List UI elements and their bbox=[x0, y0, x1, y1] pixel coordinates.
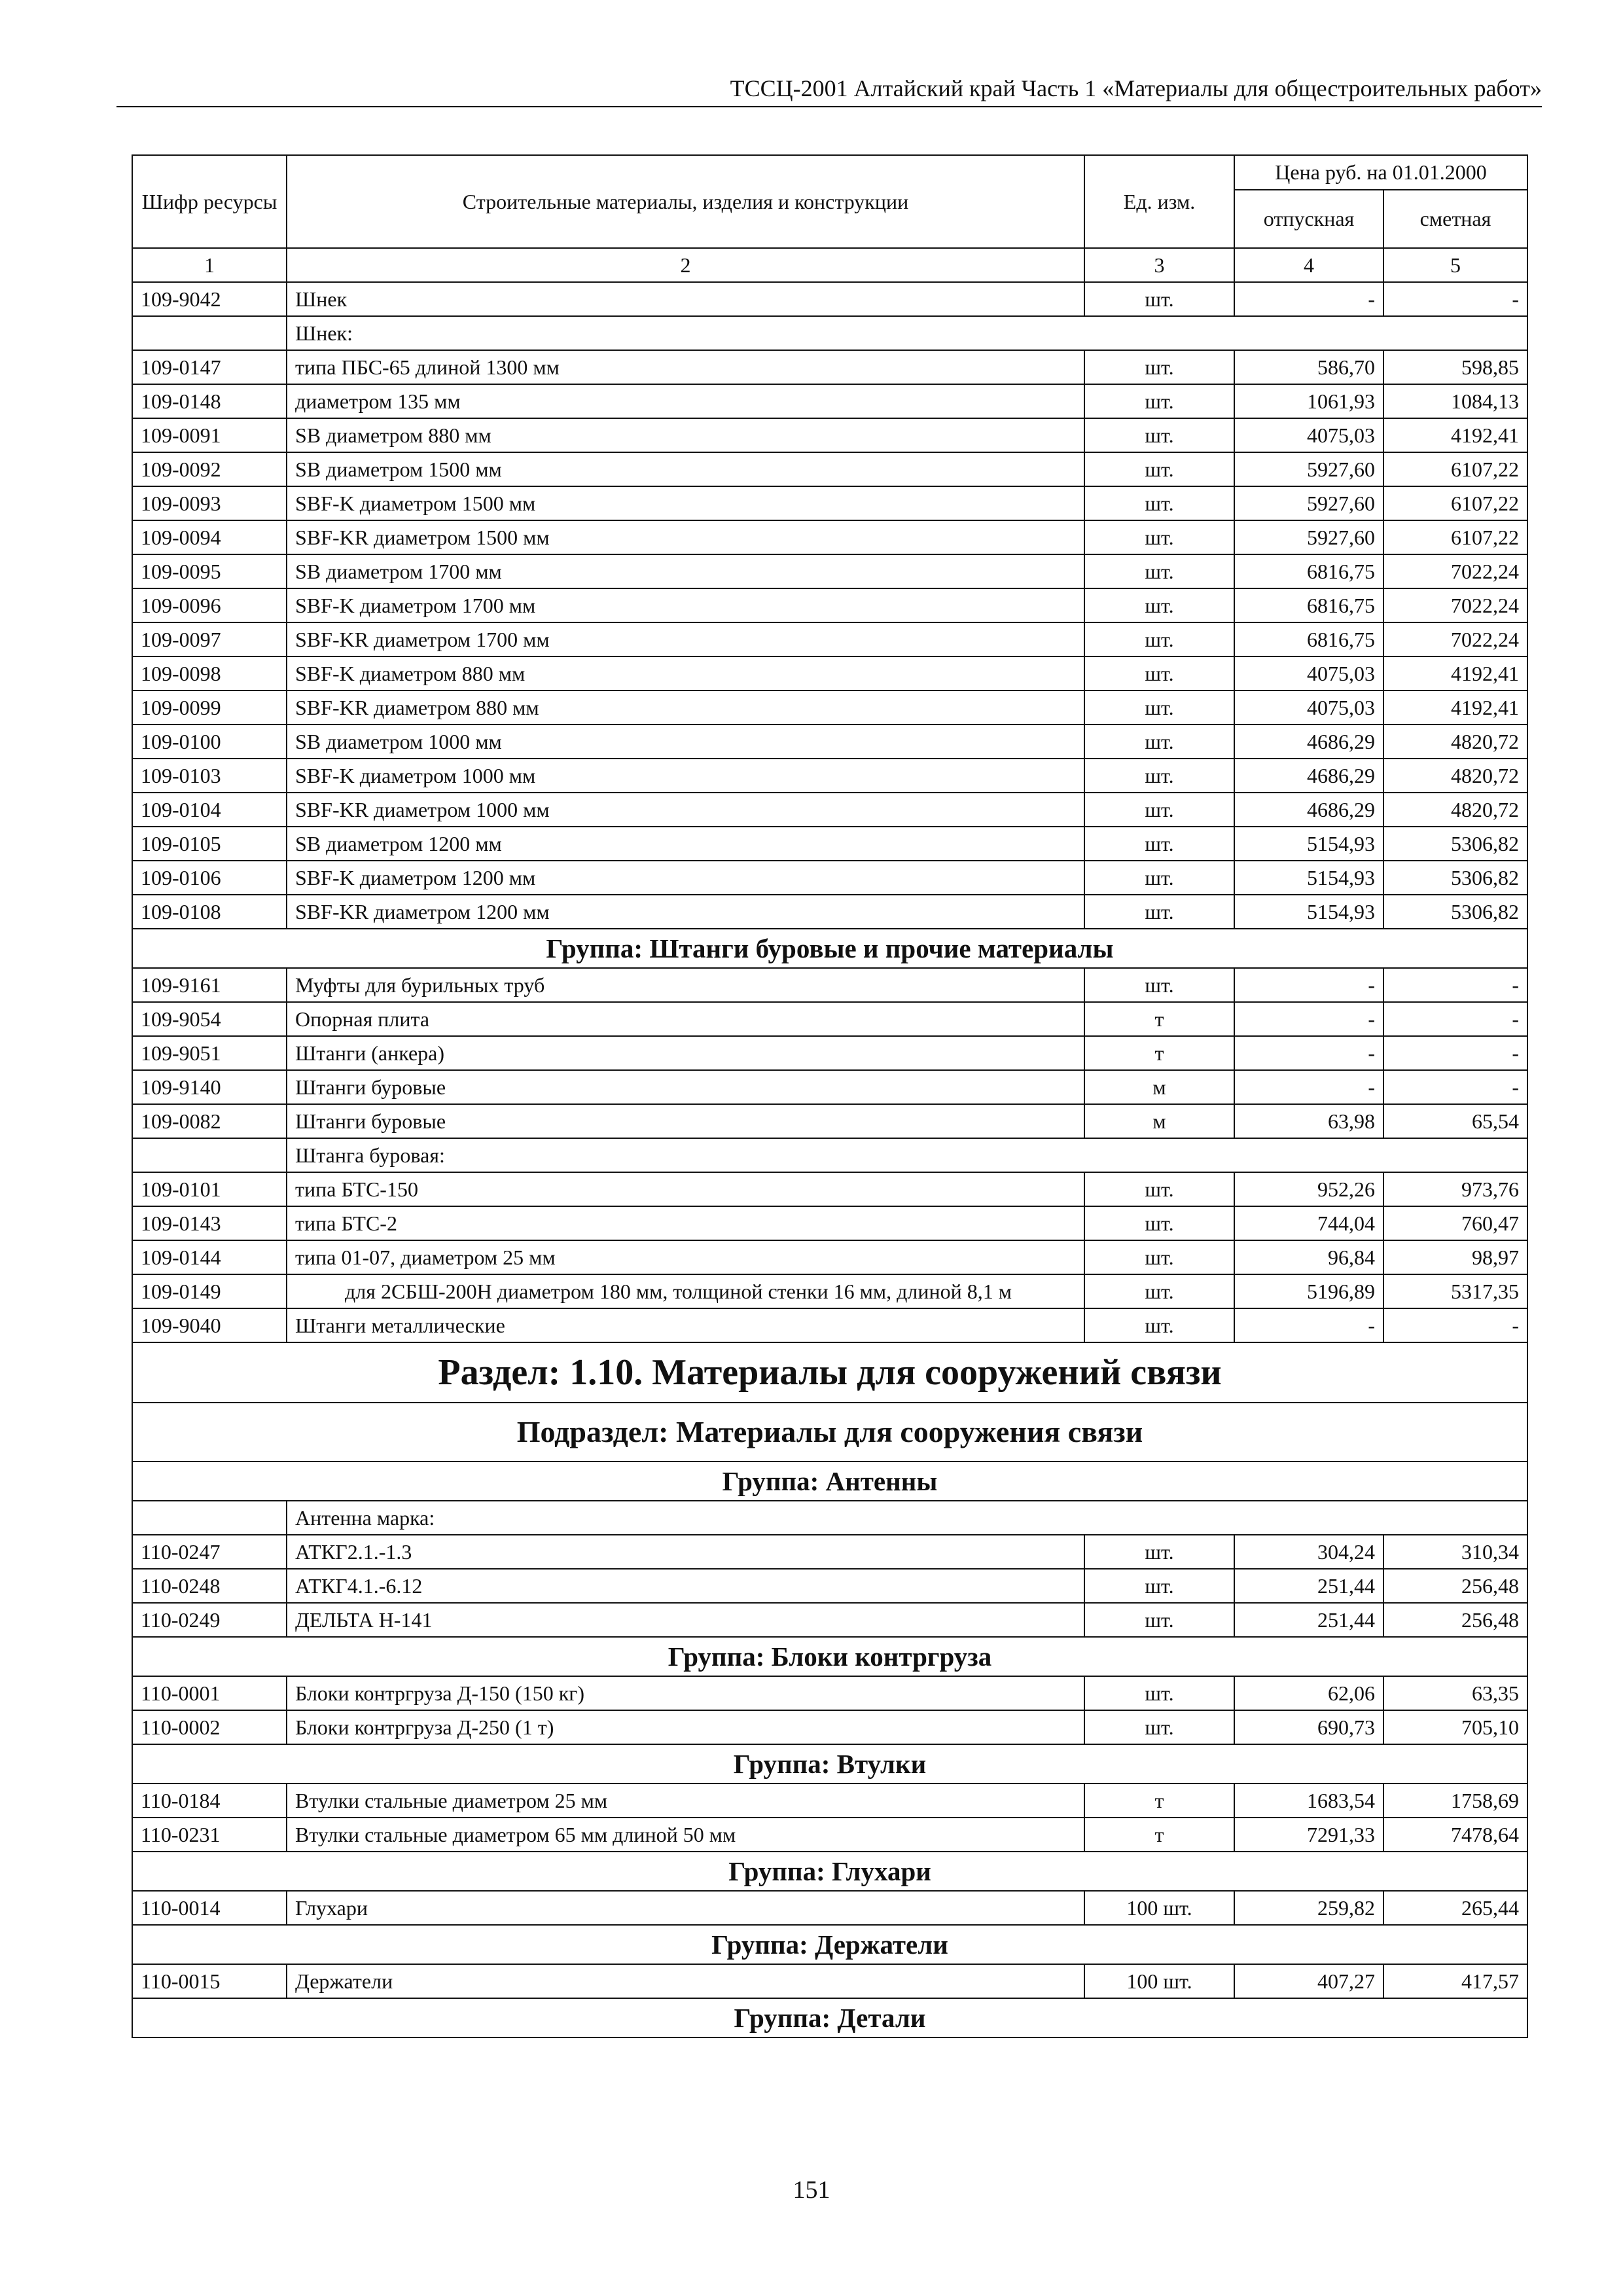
material-name: ДЕЛЬТА Н-141 bbox=[287, 1603, 1084, 1637]
unit-of-measure: шт. bbox=[1084, 656, 1234, 691]
wholesale-price: 251,44 bbox=[1234, 1603, 1383, 1637]
price-table-body bbox=[132, 155, 1527, 2037]
wholesale-price: - bbox=[1234, 968, 1383, 1002]
estimate-price: - bbox=[1383, 1036, 1527, 1070]
wholesale-price: - bbox=[1234, 1308, 1383, 1342]
estimate-price: 7022,24 bbox=[1383, 588, 1527, 622]
unit-of-measure: м bbox=[1084, 1104, 1234, 1138]
unit-of-measure: шт. bbox=[1084, 282, 1234, 316]
table-header-row bbox=[132, 155, 1527, 190]
wholesale-price: 952,26 bbox=[1234, 1172, 1383, 1206]
group-title: Группа: Держатели bbox=[132, 1925, 1527, 1964]
material-name: типа 01-07, диаметром 25 мм bbox=[287, 1240, 1084, 1274]
group-title: Группа: Глухари bbox=[132, 1852, 1527, 1891]
wholesale-price: 62,06 bbox=[1234, 1676, 1383, 1710]
table-row bbox=[132, 968, 1527, 1002]
table-row bbox=[132, 1784, 1527, 1818]
material-name: Штанги буровые bbox=[287, 1070, 1084, 1104]
material-name: типа БТС-2 bbox=[287, 1206, 1084, 1240]
unit-of-measure: 100 шт. bbox=[1084, 1891, 1234, 1925]
unit-of-measure: шт. bbox=[1084, 588, 1234, 622]
subsection-heading-row bbox=[132, 1403, 1527, 1462]
wholesale-price: 5927,60 bbox=[1234, 486, 1383, 520]
resource-code: 110-0001 bbox=[132, 1676, 287, 1710]
wholesale-price: 4075,03 bbox=[1234, 656, 1383, 691]
header-wholesale: отпускная bbox=[1234, 190, 1383, 248]
wholesale-price: 96,84 bbox=[1234, 1240, 1383, 1274]
estimate-price: 7478,64 bbox=[1383, 1818, 1527, 1852]
wholesale-price: 5154,93 bbox=[1234, 895, 1383, 929]
group-title: Группа: Втулки bbox=[132, 1744, 1527, 1784]
unit-of-measure: т bbox=[1084, 1036, 1234, 1070]
estimate-price: 4820,72 bbox=[1383, 759, 1527, 793]
table-row bbox=[132, 588, 1527, 622]
estimate-price: 6107,22 bbox=[1383, 486, 1527, 520]
resource-code: 110-0015 bbox=[132, 1964, 287, 1998]
resource-code: 109-9042 bbox=[132, 282, 287, 316]
wholesale-price: 304,24 bbox=[1234, 1535, 1383, 1569]
table-row bbox=[132, 1818, 1527, 1852]
resource-code: 110-0249 bbox=[132, 1603, 287, 1637]
unit-of-measure: шт. bbox=[1084, 759, 1234, 793]
material-name: АТКГ2.1.-1.3 bbox=[287, 1535, 1084, 1569]
group-title: Группа: Детали bbox=[132, 1998, 1527, 2037]
wholesale-price: - bbox=[1234, 1002, 1383, 1036]
estimate-price: 1084,13 bbox=[1383, 384, 1527, 418]
table-row bbox=[132, 895, 1527, 929]
wholesale-price: 1061,93 bbox=[1234, 384, 1383, 418]
column-numbers-row bbox=[132, 248, 1527, 282]
unit-of-measure: шт. bbox=[1084, 452, 1234, 486]
table-row bbox=[132, 1569, 1527, 1603]
wholesale-price: 251,44 bbox=[1234, 1569, 1383, 1603]
wholesale-price: 407,27 bbox=[1234, 1964, 1383, 1998]
estimate-price: 5306,82 bbox=[1383, 861, 1527, 895]
resource-code: 109-0091 bbox=[132, 418, 287, 452]
resource-code: 109-0148 bbox=[132, 384, 287, 418]
table-row bbox=[132, 1104, 1527, 1138]
table-row bbox=[132, 350, 1527, 384]
wholesale-price: 63,98 bbox=[1234, 1104, 1383, 1138]
material-name: SB диаметром 1000 мм bbox=[287, 725, 1084, 759]
wholesale-price: 4075,03 bbox=[1234, 691, 1383, 725]
table-row bbox=[132, 1891, 1527, 1925]
table-row bbox=[132, 1172, 1527, 1206]
material-name: SBF-KR диаметром 1500 мм bbox=[287, 520, 1084, 554]
resource-code bbox=[132, 1138, 287, 1172]
material-name: SBF-K диаметром 880 мм bbox=[287, 656, 1084, 691]
unit-of-measure: шт. bbox=[1084, 520, 1234, 554]
column-number: 1 bbox=[132, 248, 287, 282]
page-number: 151 bbox=[793, 2176, 830, 2204]
table-row bbox=[132, 1676, 1527, 1710]
table-row bbox=[132, 452, 1527, 486]
unit-of-measure: шт. bbox=[1084, 861, 1234, 895]
resource-code: 110-0248 bbox=[132, 1569, 287, 1603]
resource-code: 109-0143 bbox=[132, 1206, 287, 1240]
wholesale-price: 5927,60 bbox=[1234, 520, 1383, 554]
estimate-price: 265,44 bbox=[1383, 1891, 1527, 1925]
material-name: Опорная плита bbox=[287, 1002, 1084, 1036]
list-label: Штанга буровая: bbox=[287, 1138, 1527, 1172]
unit-of-measure: шт. bbox=[1084, 895, 1234, 929]
estimate-price: 65,54 bbox=[1383, 1104, 1527, 1138]
unit-of-measure: м bbox=[1084, 1070, 1234, 1104]
wholesale-price: 690,73 bbox=[1234, 1710, 1383, 1744]
wholesale-price: - bbox=[1234, 1070, 1383, 1104]
resource-code bbox=[132, 316, 287, 350]
group-title: Группа: Блоки контргруза bbox=[132, 1637, 1527, 1676]
wholesale-price: 5154,93 bbox=[1234, 827, 1383, 861]
wholesale-price: 1683,54 bbox=[1234, 1784, 1383, 1818]
wholesale-price: 4686,29 bbox=[1234, 759, 1383, 793]
section-title: Раздел: 1.10. Материалы для сооружений связи bbox=[132, 1342, 1527, 1403]
resource-code: 109-0098 bbox=[132, 656, 287, 691]
resource-code: 110-0231 bbox=[132, 1818, 287, 1852]
price-table bbox=[132, 154, 1528, 2038]
resource-code: 109-0144 bbox=[132, 1240, 287, 1274]
resource-code: 109-0105 bbox=[132, 827, 287, 861]
wholesale-price: 6816,75 bbox=[1234, 554, 1383, 588]
estimate-price: 973,76 bbox=[1383, 1172, 1527, 1206]
material-name: для 2СБШ-200Н диаметром 180 мм, толщиной стенки 16 мм, длиной 8,1 м bbox=[287, 1274, 1084, 1308]
material-name: Блоки контргруза Д-250 (1 т) bbox=[287, 1710, 1084, 1744]
resource-code: 109-0096 bbox=[132, 588, 287, 622]
header-code: Шифр ресурсы bbox=[132, 155, 287, 248]
unit-of-measure: шт. bbox=[1084, 1603, 1234, 1637]
material-name: SBF-KR диаметром 880 мм bbox=[287, 691, 1084, 725]
resource-code: 109-0149 bbox=[132, 1274, 287, 1308]
header-name: Строительные материалы, изделия и конструкции bbox=[287, 155, 1084, 248]
material-name: Штанги металлические bbox=[287, 1308, 1084, 1342]
resource-code: 109-9161 bbox=[132, 968, 287, 1002]
estimate-price: 5306,82 bbox=[1383, 895, 1527, 929]
resource-code: 109-0092 bbox=[132, 452, 287, 486]
unit-of-measure: шт. bbox=[1084, 554, 1234, 588]
material-name: типа ПБС-65 длиной 1300 мм bbox=[287, 350, 1084, 384]
running-header bbox=[116, 73, 1542, 107]
table-row bbox=[132, 861, 1527, 895]
table-row bbox=[132, 282, 1527, 316]
table-row bbox=[132, 1603, 1527, 1637]
list-label-row bbox=[132, 1138, 1527, 1172]
unit-of-measure: т bbox=[1084, 1784, 1234, 1818]
resource-code: 109-0082 bbox=[132, 1104, 287, 1138]
estimate-price: 4820,72 bbox=[1383, 793, 1527, 827]
unit-of-measure: шт. bbox=[1084, 968, 1234, 1002]
estimate-price: 598,85 bbox=[1383, 350, 1527, 384]
material-name: SB диаметром 1500 мм bbox=[287, 452, 1084, 486]
table-row bbox=[132, 656, 1527, 691]
material-name: Муфты для бурильных труб bbox=[287, 968, 1084, 1002]
estimate-price: 760,47 bbox=[1383, 1206, 1527, 1240]
resource-code: 109-9054 bbox=[132, 1002, 287, 1036]
unit-of-measure: шт. bbox=[1084, 1569, 1234, 1603]
estimate-price: 417,57 bbox=[1383, 1964, 1527, 1998]
resource-code: 109-0099 bbox=[132, 691, 287, 725]
estimate-price: 5317,35 bbox=[1383, 1274, 1527, 1308]
table-row bbox=[132, 1240, 1527, 1274]
material-name: SBF-KR диаметром 1200 мм bbox=[287, 895, 1084, 929]
material-name: SB диаметром 880 мм bbox=[287, 418, 1084, 452]
wholesale-price: 7291,33 bbox=[1234, 1818, 1383, 1852]
unit-of-measure: шт. bbox=[1084, 1240, 1234, 1274]
section-heading-row bbox=[132, 1342, 1527, 1403]
unit-of-measure: шт. bbox=[1084, 1676, 1234, 1710]
resource-code: 109-0108 bbox=[132, 895, 287, 929]
estimate-price: 310,34 bbox=[1383, 1535, 1527, 1569]
table-row bbox=[132, 827, 1527, 861]
group-heading-row bbox=[132, 1744, 1527, 1784]
group-heading-row bbox=[132, 1925, 1527, 1964]
material-name: Держатели bbox=[287, 1964, 1084, 1998]
estimate-price: 4820,72 bbox=[1383, 725, 1527, 759]
estimate-price: 705,10 bbox=[1383, 1710, 1527, 1744]
subsection-title: Подраздел: Материалы для сооружения связи bbox=[132, 1403, 1527, 1462]
material-name: SBF-KR диаметром 1000 мм bbox=[287, 793, 1084, 827]
resource-code: 109-0104 bbox=[132, 793, 287, 827]
unit-of-measure: т bbox=[1084, 1818, 1234, 1852]
resource-code: 110-0184 bbox=[132, 1784, 287, 1818]
estimate-price: 7022,24 bbox=[1383, 622, 1527, 656]
table-row bbox=[132, 1002, 1527, 1036]
table-row bbox=[132, 1036, 1527, 1070]
resource-code: 109-0100 bbox=[132, 725, 287, 759]
material-name: АТКГ4.1.-6.12 bbox=[287, 1569, 1084, 1603]
estimate-price: 63,35 bbox=[1383, 1676, 1527, 1710]
resource-code: 110-0002 bbox=[132, 1710, 287, 1744]
resource-code: 109-0106 bbox=[132, 861, 287, 895]
group-title: Группа: Штанги буровые и прочие материалы bbox=[132, 929, 1527, 968]
column-number: 2 bbox=[287, 248, 1084, 282]
table-row bbox=[132, 725, 1527, 759]
column-number: 5 bbox=[1383, 248, 1527, 282]
material-name: SB диаметром 1200 мм bbox=[287, 827, 1084, 861]
wholesale-price: 6816,75 bbox=[1234, 588, 1383, 622]
unit-of-measure: шт. bbox=[1084, 1308, 1234, 1342]
table-row bbox=[132, 418, 1527, 452]
estimate-price: 98,97 bbox=[1383, 1240, 1527, 1274]
resource-code: 109-0147 bbox=[132, 350, 287, 384]
table-row bbox=[132, 759, 1527, 793]
estimate-price: 7022,24 bbox=[1383, 554, 1527, 588]
table-row bbox=[132, 1070, 1527, 1104]
unit-of-measure: шт. bbox=[1084, 1274, 1234, 1308]
material-name: Глухари bbox=[287, 1891, 1084, 1925]
unit-of-measure: шт. bbox=[1084, 1172, 1234, 1206]
resource-code bbox=[132, 1501, 287, 1535]
wholesale-price: 744,04 bbox=[1234, 1206, 1383, 1240]
table-row bbox=[132, 691, 1527, 725]
estimate-price: 1758,69 bbox=[1383, 1784, 1527, 1818]
resource-code: 109-0093 bbox=[132, 486, 287, 520]
unit-of-measure: 100 шт. bbox=[1084, 1964, 1234, 1998]
list-label: Шнек: bbox=[287, 316, 1527, 350]
table-row bbox=[132, 1206, 1527, 1240]
group-heading-row bbox=[132, 1462, 1527, 1501]
wholesale-price: 259,82 bbox=[1234, 1891, 1383, 1925]
material-name: Шнек bbox=[287, 282, 1084, 316]
column-number: 3 bbox=[1084, 248, 1234, 282]
resource-code: 109-9140 bbox=[132, 1070, 287, 1104]
wholesale-price: - bbox=[1234, 1036, 1383, 1070]
unit-of-measure: шт. bbox=[1084, 1710, 1234, 1744]
material-name: SBF-K диаметром 1500 мм bbox=[287, 486, 1084, 520]
resource-code: 109-0103 bbox=[132, 759, 287, 793]
table-row bbox=[132, 486, 1527, 520]
list-label-row bbox=[132, 1501, 1527, 1535]
table-row bbox=[132, 1710, 1527, 1744]
material-name: типа БТС-150 bbox=[287, 1172, 1084, 1206]
list-label-row bbox=[132, 316, 1527, 350]
estimate-price: - bbox=[1383, 282, 1527, 316]
table-row bbox=[132, 1274, 1527, 1308]
resource-code: 110-0014 bbox=[132, 1891, 287, 1925]
estimate-price: - bbox=[1383, 1308, 1527, 1342]
resource-code: 110-0247 bbox=[132, 1535, 287, 1569]
resource-code: 109-9051 bbox=[132, 1036, 287, 1070]
estimate-price: 6107,22 bbox=[1383, 520, 1527, 554]
table-row bbox=[132, 520, 1527, 554]
estimate-price: - bbox=[1383, 1070, 1527, 1104]
table-row bbox=[132, 1535, 1527, 1569]
wholesale-price: 5154,93 bbox=[1234, 861, 1383, 895]
material-name: Втулки стальные диаметром 65 мм длиной 50 мм bbox=[287, 1818, 1084, 1852]
material-name: Штанги (анкера) bbox=[287, 1036, 1084, 1070]
running-header-text: ТССЦ-2001 Алтайский край Часть 1 «Материалы для общестроительных работ» bbox=[730, 75, 1542, 101]
wholesale-price: 5927,60 bbox=[1234, 452, 1383, 486]
list-label: Антенна марка: bbox=[287, 1501, 1527, 1535]
unit-of-measure: шт. bbox=[1084, 418, 1234, 452]
wholesale-price: - bbox=[1234, 282, 1383, 316]
unit-of-measure: шт. bbox=[1084, 1206, 1234, 1240]
wholesale-price: 4075,03 bbox=[1234, 418, 1383, 452]
group-heading-row bbox=[132, 1852, 1527, 1891]
material-name: Штанги буровые bbox=[287, 1104, 1084, 1138]
resource-code: 109-0101 bbox=[132, 1172, 287, 1206]
wholesale-price: 586,70 bbox=[1234, 350, 1383, 384]
table-row bbox=[132, 793, 1527, 827]
unit-of-measure: шт. bbox=[1084, 827, 1234, 861]
unit-of-measure: шт. bbox=[1084, 1535, 1234, 1569]
table-row bbox=[132, 1308, 1527, 1342]
wholesale-price: 4686,29 bbox=[1234, 793, 1383, 827]
header-price: Цена руб. на 01.01.2000 bbox=[1234, 155, 1527, 190]
estimate-price: 4192,41 bbox=[1383, 656, 1527, 691]
resource-code: 109-0094 bbox=[132, 520, 287, 554]
table-row bbox=[132, 622, 1527, 656]
estimate-price: 4192,41 bbox=[1383, 691, 1527, 725]
wholesale-price: 4686,29 bbox=[1234, 725, 1383, 759]
material-name: SBF-K диаметром 1000 мм bbox=[287, 759, 1084, 793]
estimate-price: 256,48 bbox=[1383, 1603, 1527, 1637]
unit-of-measure: шт. bbox=[1084, 725, 1234, 759]
unit-of-measure: т bbox=[1084, 1002, 1234, 1036]
resource-code: 109-9040 bbox=[132, 1308, 287, 1342]
resource-code: 109-0097 bbox=[132, 622, 287, 656]
wholesale-price: 5196,89 bbox=[1234, 1274, 1383, 1308]
material-name: диаметром 135 мм bbox=[287, 384, 1084, 418]
estimate-price: 5306,82 bbox=[1383, 827, 1527, 861]
estimate-price: - bbox=[1383, 968, 1527, 1002]
estimate-price: 6107,22 bbox=[1383, 452, 1527, 486]
material-name: Блоки контргруза Д-150 (150 кг) bbox=[287, 1676, 1084, 1710]
wholesale-price: 6816,75 bbox=[1234, 622, 1383, 656]
unit-of-measure: шт. bbox=[1084, 691, 1234, 725]
estimate-price: - bbox=[1383, 1002, 1527, 1036]
group-title: Группа: Антенны bbox=[132, 1462, 1527, 1501]
unit-of-measure: шт. bbox=[1084, 486, 1234, 520]
table-row bbox=[132, 384, 1527, 418]
estimate-price: 4192,41 bbox=[1383, 418, 1527, 452]
material-name: SBF-K диаметром 1200 мм bbox=[287, 861, 1084, 895]
header-estimate: сметная bbox=[1383, 190, 1527, 248]
material-name: SB диаметром 1700 мм bbox=[287, 554, 1084, 588]
group-heading-row bbox=[132, 1637, 1527, 1676]
group-heading-row bbox=[132, 929, 1527, 968]
material-name: Втулки стальные диаметром 25 мм bbox=[287, 1784, 1084, 1818]
unit-of-measure: шт. bbox=[1084, 350, 1234, 384]
unit-of-measure: шт. bbox=[1084, 622, 1234, 656]
unit-of-measure: шт. bbox=[1084, 384, 1234, 418]
header-unit: Ед. изм. bbox=[1084, 155, 1234, 248]
group-heading-row bbox=[132, 1998, 1527, 2037]
table-row bbox=[132, 1964, 1527, 1998]
material-name: SBF-KR диаметром 1700 мм bbox=[287, 622, 1084, 656]
resource-code: 109-0095 bbox=[132, 554, 287, 588]
material-name: SBF-K диаметром 1700 мм bbox=[287, 588, 1084, 622]
column-number: 4 bbox=[1234, 248, 1383, 282]
table-row bbox=[132, 554, 1527, 588]
estimate-price: 256,48 bbox=[1383, 1569, 1527, 1603]
unit-of-measure: шт. bbox=[1084, 793, 1234, 827]
